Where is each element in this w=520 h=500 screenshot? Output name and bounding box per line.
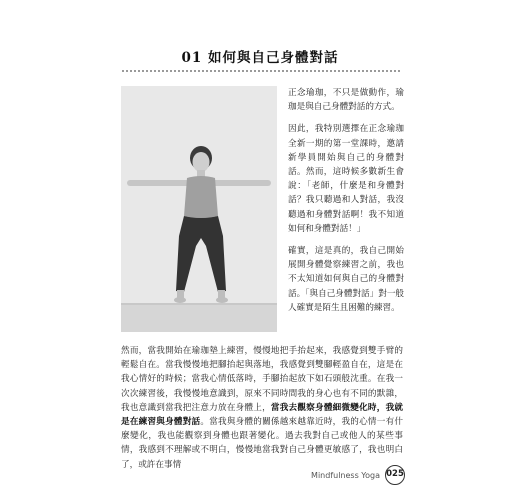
body-paragraph	[121, 344, 403, 472]
main-body-text	[121, 344, 403, 472]
page-footer	[311, 465, 405, 485]
side-paragraph-3: 確實，這是真的，我自己開始展開身體覺察練習之前，我也不太知道如何與自己的身體對話。「與自己身體對話」對一般人確實是陌生且困難的練習。	[288, 246, 405, 313]
side-column-text	[288, 86, 404, 323]
body-text-part-1: 然而，當我開始在瑜珈墊上練習，慢慢地把手抬起來，我感覺到雙手臂的輕鬆自在。當我慢慢地把腳抬起與落地，我感覺到雙腳輕盈自在，這是在我心情好的時候；當我心情低落時，手腳抬起放下如石頭般沈重。在我一次次練習後，我慢慢地意識到，原來不同時間我的身心也有不同的默雜，我也意識到當我把注意力放在身體上，	[121, 346, 403, 413]
dotted-divider	[122, 70, 400, 72]
side-paragraph-2: 因此，我特別選擇在正念瑜珈全新一期的第一堂課時，邀請新學員開始與自己的身體對話。然而，這時候多數新生會說：「老師，什麼是和身體對話？我只聽過和人對話，我沒聽過和身體對話啊！我不知道如何和身體對話！」	[288, 124, 404, 234]
chapter-heading: 01 如何與自己身體對話	[181, 50, 339, 66]
woman-in-tpose-photo	[121, 86, 277, 332]
side-paragraph-1: 正念瑜珈，不只是做動作，瑜珈是與自己身體對話的方式。	[288, 88, 404, 113]
body-text-part-2: 。當我與身體的關係越來越靠近時，我的心情一有什麼變化，我也能觀察到身體也跟著變化。過去我對自己或他人的某些事情，我感到不理解或不明白，慢慢地當我對自己身體更敏感了，我也明白了，或許在事情	[121, 417, 403, 470]
yoga-photo	[121, 86, 277, 332]
running-title: Mindfulness Yoga	[311, 470, 380, 480]
body-text-emphasis: 當我去觀察身體細微變化時，我就是在練習與身體對話	[121, 402, 403, 428]
page-number: 025	[385, 465, 405, 485]
